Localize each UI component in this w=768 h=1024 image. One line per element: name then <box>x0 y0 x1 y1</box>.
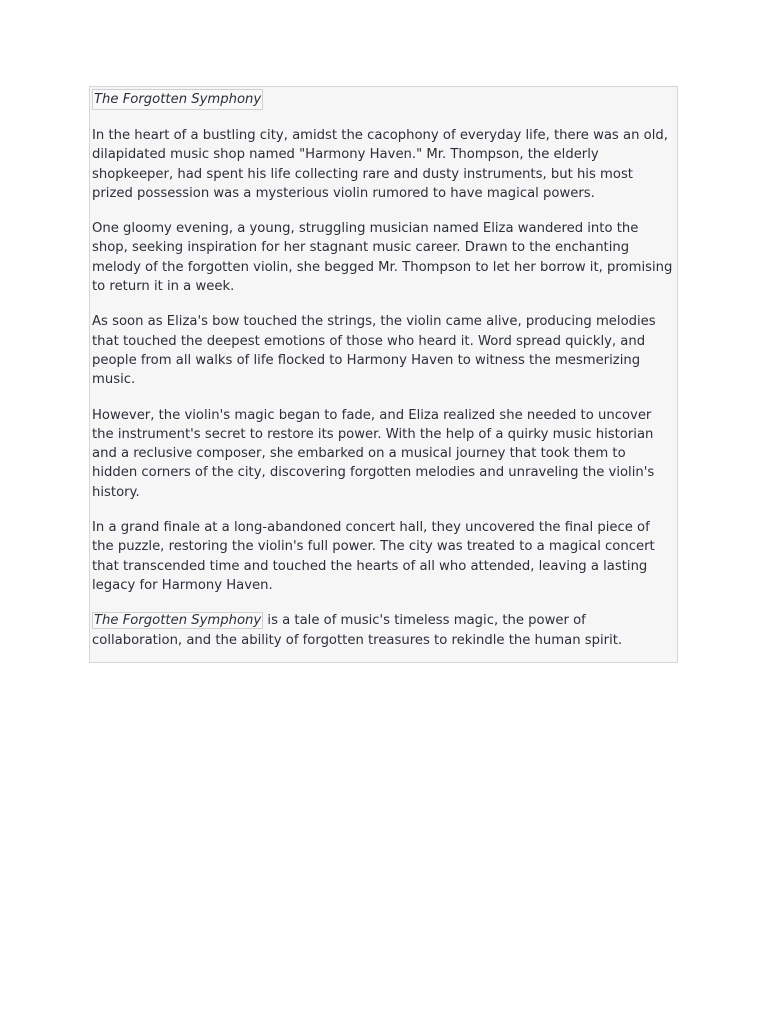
paragraph-5: In a grand finale at a long-abandoned concert hall, they uncovered the final piece of the puzzle, restoring the violin's full power. The city was treated to a magical concert that transcended time and touched the hearts of all who attended, leaving a lasting legacy for Harmony Haven. <box>92 520 655 593</box>
story-title: The Forgotten Symphony <box>92 89 263 110</box>
closing-title-reference: The Forgotten Symphony <box>94 613 262 629</box>
paragraph-3: As soon as Eliza's bow touched the strings, the violin came alive, producing melodies that touched the deepest emotions of those who heard it. Word spread quickly, and people from all walks of life flocked to Harmony Haven to witness the mesmerizing music. <box>92 314 656 388</box>
closing-paragraph <box>92 611 675 650</box>
paragraph-2: One gloomy evening, a young, struggling musician named Eliza wandered into the shop, seeking inspiration for her stagnant music career. Drawn to the enchanting melody of the forgotten violin, she begged Mr. Thompson to let her borrow it, promising to return it in a week. <box>92 221 673 295</box>
title-row <box>92 88 675 110</box>
closing-text: is a tale of music's timeless magic, the power of collaboration, and the ability of forgotten treasures to rekindle the human spirit. <box>92 613 623 648</box>
story-container <box>89 86 678 663</box>
paragraph-4: However, the violin's magic began to fade, and Eliza realized she needed to uncover the instrument's secret to restore its power. With the help of a quirky music historian and a reclusive composer, she embarked on a musical journey that took them to hidden corners of the city, discovering forgotten melodies and unraveling the violin's history. <box>92 407 655 500</box>
paragraph-1: In the heart of a bustling city, amidst the cacophony of everyday life, there was an old, dilapidated music shop named "Harmony Haven." Mr. Thompson, the elderly shopkeeper, had spent his life collecting rare and dusty instruments, but his most prized possession was a mysterious violin rumored to have magical powers. <box>92 128 668 201</box>
